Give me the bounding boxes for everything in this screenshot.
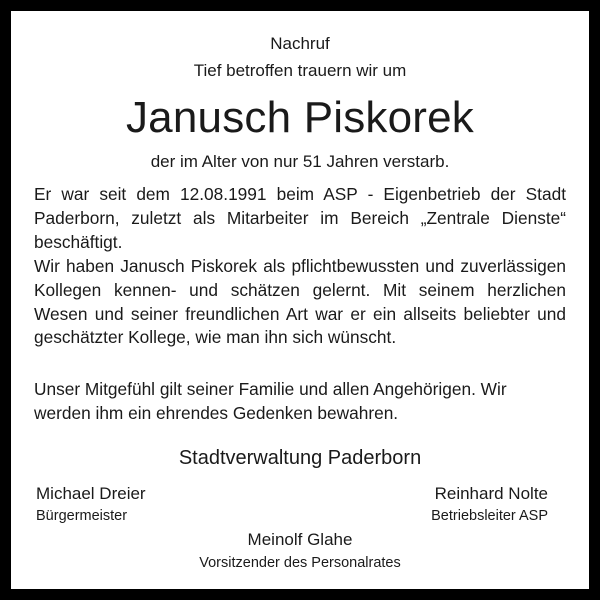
organization-name: Stadtverwaltung Paderborn	[178, 447, 422, 469]
signatory-name: Meinolf Glahe	[247, 530, 353, 549]
signatory-role: Betriebsleiter ASP	[431, 508, 548, 524]
intro-line: Tief betroffen trauern wir um	[193, 61, 407, 80]
paragraph-condolence: Unser Mitgefühl gilt seiner Familie und allen Angehörigen. Wir werden ihm ein ehrendes Gedenken bewahren.	[34, 379, 507, 423]
signatory-role: Bürgermeister	[36, 508, 128, 524]
age-line: der im Alter von nur 51 Jahren verstarb.	[150, 152, 450, 171]
paragraph-tribute: Wir haben Janusch Piskorek als pflichtbewussten und zuverlässigen Kollegen kennen- und schätzen gelernt. Mit seinem herzlichen Wesen und seiner freundlichen Art war er ein allseits beliebter und geschätzter Kollege, wie man ihn sich wünscht.	[34, 256, 566, 348]
deceased-name: Janusch Piskorek	[125, 93, 475, 142]
signatory-role: Vorsitzender des Personalrates	[199, 555, 401, 571]
signatory-name: Reinhard Nolte	[434, 484, 548, 503]
notice-heading: Nachruf	[270, 34, 330, 53]
signatory-name: Michael Dreier	[36, 484, 146, 503]
paragraph-employment: Er war seit dem 12.08.1991 beim ASP - Eigenbetrieb der Stadt Paderborn, zuletzt als Mitarbeiter im Bereich „Zentrale Dienste“ beschäftigt.	[34, 184, 566, 252]
